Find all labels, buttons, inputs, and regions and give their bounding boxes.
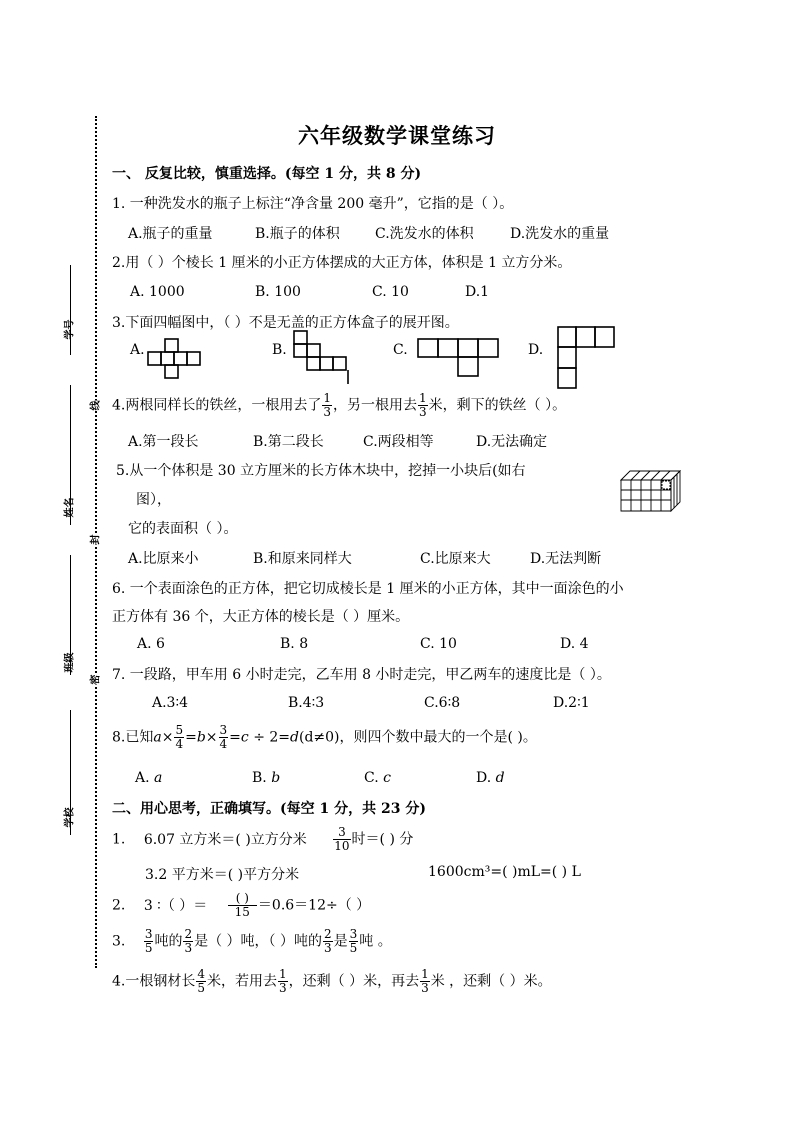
q6-line-1: 6. 一个表面涂色的正方体，把它切成棱长是 1 厘米的小正方体，其中一面涂色的小 (112, 581, 624, 597)
page-title: 六年级数学课堂练习 (298, 123, 496, 148)
s2-q3-number: 3. (112, 933, 126, 950)
q8-frac1-den: 4 (175, 737, 184, 751)
s2-q3 (112, 928, 392, 955)
q8-times-1: × (161, 729, 174, 746)
q2-stem: 2.用（ ）个棱长 1 厘米的小正方体摆成的大正方体，体积是 1 立方分米。 (112, 255, 572, 271)
s2-q3-text-2: 是（ ）吨，（ ）吨的 (194, 933, 322, 950)
s2-q4-frac2-num: 1 (279, 967, 287, 981)
q4-text-1: 4.两根同样长的铁丝，一根用去了 (112, 397, 322, 414)
q8-frac2-den: 4 (219, 737, 228, 751)
q1-option-a: A.瓶子的重量 (128, 226, 213, 242)
q5-line-2: 图）， (136, 492, 171, 508)
q7-option-b: B.4∶3 (288, 695, 325, 711)
q8-text-0: 8.已知 (112, 729, 154, 746)
q7-option-a: A.3∶4 (152, 695, 189, 711)
q8-var-a: a (153, 729, 162, 746)
q8-option-b-label: B. (252, 770, 272, 786)
q3-option-a: A. (130, 342, 145, 358)
q6-option-b: B. 8 (280, 636, 309, 652)
q2-option-c: C. 10 (372, 284, 409, 300)
s2-q3-frac2-num: 2 (184, 927, 193, 941)
q6-line-2: 正方体有 36 个，大正方体的棱长是（ ）厘米。 (112, 609, 410, 625)
s2-q3-fraction-4 (349, 928, 359, 955)
q1-option-b: B.瓶子的体积 (255, 226, 340, 242)
q8-option-d-label: D. (476, 770, 496, 786)
q5-line-1: 5.从一个体积是 30 立方厘米的长方体木块中，挖掉一小块后(如右 (116, 463, 526, 479)
q1-option-d: D.洗发水的重量 (510, 226, 610, 242)
q3-stem: 3.下面四幅图中，（ ）不是无盖的正方体盒子的展开图。 (112, 315, 459, 331)
s2-q1-frac-num: 3 (333, 826, 350, 840)
net-figure-d (557, 326, 617, 390)
q8-frac1-num: 5 (175, 723, 184, 737)
net-figure-b (293, 330, 355, 385)
q4-frac1-num: 1 (323, 391, 331, 405)
q4-frac1-den: 3 (323, 405, 331, 419)
q7-option-c: C.6∶8 (424, 695, 461, 711)
q5-option-d: D.无法判断 (530, 551, 602, 567)
s2-q3-fraction-3 (323, 928, 333, 955)
s2-q1-number: 1. (112, 831, 126, 848)
q3-option-c: C. (393, 342, 408, 358)
q6-option-c: C. 10 (420, 636, 457, 652)
q8-option-b-var: b (271, 770, 281, 786)
s2-q4-text-1: 4.一根钢材长 (112, 973, 196, 990)
s2-q4-text-4: 米 ，还剩（ ）米。 (430, 973, 552, 990)
q8-times-2: × (205, 729, 218, 746)
seal-mark-secret: 密 (87, 675, 102, 685)
q4-option-d: D.无法确定 (476, 434, 548, 450)
q1-stem: 1. 一种洗发水的瓶子上标注“净含量 200 毫升”，它指的是（ ）。 (112, 196, 514, 212)
q4-frac2-den: 3 (419, 405, 427, 419)
s2-q1-line-1 (112, 826, 413, 853)
s2-q4 (112, 968, 552, 995)
q5-option-c: C.比原来大 (420, 551, 491, 567)
net-figure-c (417, 338, 499, 380)
s2-q2-text-2: ＝0.6＝12÷（ ） (257, 897, 371, 914)
s2-q3-frac4-den: 5 (349, 941, 358, 955)
school-label: 学校 (64, 807, 76, 828)
s2-q1-line-2: 3.2 平方米＝( )平方分米 (145, 867, 300, 883)
s2-q3-frac3-num: 2 (324, 927, 332, 941)
s2-q2-fraction (228, 892, 257, 919)
cuboid-figure (620, 470, 682, 512)
s2-q4-fraction-3 (420, 968, 430, 995)
q8-stem (112, 724, 537, 751)
student-no-label: 学号 (64, 319, 76, 340)
q8-option-a (135, 770, 162, 786)
s2-q4-text-2: 米，若用去 (207, 973, 277, 990)
q8-option-c-label: C. (364, 770, 384, 786)
q8-option-d-var: d (495, 770, 505, 786)
s2-q1-text-1: 6.07 立方米＝( )立方分米 (143, 831, 307, 848)
q8-option-c (364, 770, 391, 786)
q2-option-d: D.1 (465, 284, 490, 300)
s2-q3-text-4: 吨 。 (359, 933, 392, 950)
student-no-line (70, 265, 71, 355)
q4-frac2-num: 1 (419, 391, 427, 405)
q5-option-b: B.和原来同样大 (253, 551, 352, 567)
section1-heading: 一、 反复比较，慎重选择。(每空 1 分，共 8 分) (112, 166, 422, 182)
class-label: 班级 (64, 652, 76, 673)
s2-q4-frac2-den: 3 (279, 981, 287, 995)
q6-option-d: D. 4 (560, 636, 589, 652)
s2-q1-fraction (333, 826, 350, 853)
q7-option-d: D.2∶1 (553, 695, 590, 711)
q8-condition: (d≠0)，则四个数中最大的一个是( )。 (299, 729, 537, 746)
seal-mark-seal: 封 (87, 535, 102, 545)
q8-eq-2: = (229, 729, 241, 746)
q4-stem (112, 392, 566, 419)
q4-option-b: B.第二段长 (253, 434, 324, 450)
q8-eq-1: = (185, 729, 197, 746)
q8-frac2-num: 3 (219, 723, 228, 737)
s2-q3-frac1-num: 3 (144, 927, 153, 941)
s2-q3-fraction-2 (183, 928, 193, 955)
q5-line-3: 它的表面积（ ）。 (128, 521, 238, 537)
q4-option-a: A.第一段长 (128, 434, 199, 450)
q8-var-d: d (290, 729, 299, 746)
s2-q1-line-3: 1600cm³=( )mL=( ) L (428, 864, 581, 880)
s2-q3-frac3-den: 3 (324, 941, 332, 955)
s2-q3-frac1-den: 5 (144, 941, 153, 955)
section2-heading: 二、用心思考，正确填写。(每空 1 分，共 23 分) (112, 801, 426, 817)
q4-text-2: ，另一根用去 (333, 397, 417, 414)
s2-q4-frac3-num: 1 (421, 967, 429, 981)
q7-stem: 7. 一段路，甲车用 6 小时走完，乙车用 8 小时走完，甲乙两车的速度比是（ ）。 (112, 667, 611, 683)
q8-var-c: c (240, 729, 249, 746)
q3-option-d: D. (528, 342, 544, 358)
s2-q3-frac4-num: 3 (349, 927, 358, 941)
q8-option-a-var: a (154, 770, 163, 786)
net-figure-a (147, 338, 209, 380)
q8-fraction-2 (219, 724, 229, 751)
q6-option-a: A. 6 (137, 636, 165, 652)
s2-q4-frac1-num: 4 (197, 967, 205, 981)
q2-option-a: A. 1000 (130, 284, 185, 300)
q8-var-b: b (196, 729, 206, 746)
q1-option-c: C.洗发水的体积 (375, 226, 474, 242)
q4-text-3: 米，剩下的铁丝（ ）。 (428, 397, 567, 414)
s2-q4-frac3-den: 3 (421, 981, 429, 995)
s2-q2-number: 2. (112, 897, 126, 914)
q8-div: ÷ 2= (248, 729, 291, 746)
s2-q1-frac-den: 10 (334, 839, 350, 853)
q8-option-b (252, 770, 280, 786)
s2-q3-text-3: 是 (333, 933, 348, 950)
s2-q1-text-2: 时＝( ) 分 (351, 831, 414, 848)
s2-q2-frac-num: ( ) (228, 892, 257, 906)
s2-q4-frac1-den: 5 (197, 981, 205, 995)
s2-q3-fraction-1 (144, 928, 154, 955)
s2-q2-frac-den: 15 (234, 905, 250, 919)
s2-q3-frac2-den: 3 (184, 941, 193, 955)
s2-q4-text-3: ，还剩（ ）米，再去 (288, 973, 420, 990)
s2-q4-fraction-1 (196, 968, 206, 995)
s2-q4-fraction-2 (278, 968, 288, 995)
q2-option-b: B. 100 (255, 284, 301, 300)
q8-fraction-1 (174, 724, 184, 751)
name-label: 姓名 (64, 497, 76, 518)
q4-option-c: C.两段相等 (363, 434, 434, 450)
q8-option-a-label: A. (135, 770, 155, 786)
q5-option-a: A.比原来小 (128, 551, 199, 567)
q8-option-d (476, 770, 505, 786)
q3-option-b: B. (272, 342, 287, 358)
s2-q3-text-1: 吨的 (154, 933, 183, 950)
q8-option-c-var: c (383, 770, 391, 786)
seal-mark-line: 线 (87, 401, 102, 411)
s2-q2 (112, 892, 370, 919)
q4-fraction-1 (322, 392, 332, 419)
s2-q2-text-1: 3 ∶（ ）＝ (143, 897, 208, 914)
q4-fraction-2 (418, 392, 428, 419)
